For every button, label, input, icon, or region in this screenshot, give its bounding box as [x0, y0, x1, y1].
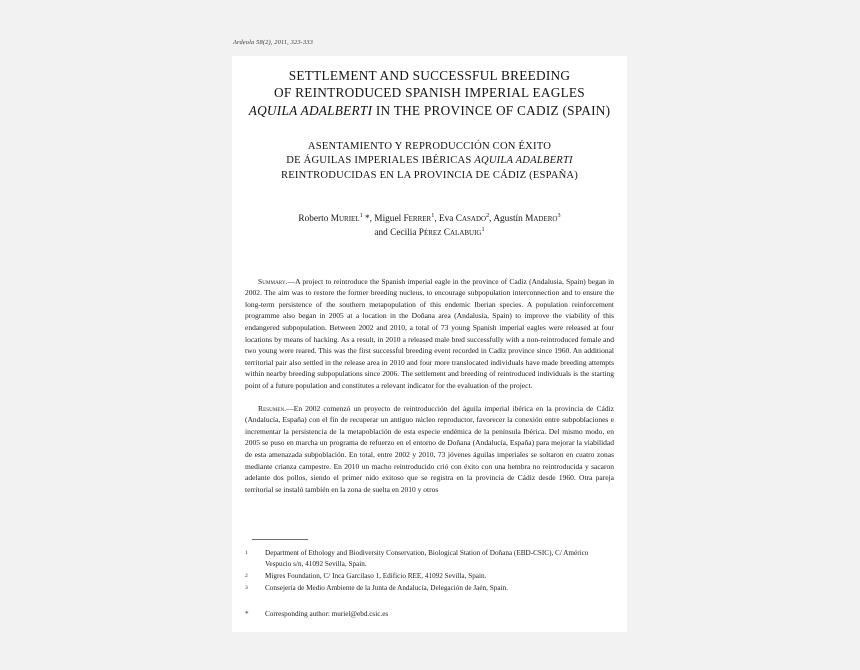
corresponding-author-marker: *: [245, 609, 249, 618]
summary-text: A project to reintroduce the Spanish imperial eagle in the province of Cadiz (Andalusia, Spain) began in 2002. The aim was to restore the former breeding nucleus, to encourage subpopulation interconnection and to ensure the long-term persistence of the southern metapopulation of this endemic Iberian species. A population reinforcement programme also began in 2005 at a location in the Doñana area (Andalusia, Spain) to improve the viability of this endangered subpopulation. Between 2002 and 2010, a total of 73 young Spanish imperial eagles were released at four locations by means of hacking. As a result, in 2010 a released male bred successfully with a non-reintroduced female and two young were reared. This was the first successful breeding event recorded in Cadiz province since 1960. An additional territorial pair also settled in the release area in 2010 and four more translocated individuals have made breeding attempts within nearby breeding subpopulations since 2006. The settlement and breeding of reintroduced individuals is the starting point of a future population and constitutes a relevant indicator for the evaluation of the project.: [245, 276, 614, 390]
author-line-2: [232, 226, 627, 240]
author-separator-3: ,: [489, 213, 494, 224]
footnote-text: Department of Ethology and Biodiversity Conservation, Biological Station of Doñana (EBD-CSIC), C/ Américo Vespucio s/n, 41092 Sevilla, Spain.: [265, 549, 589, 569]
author-1-corresponding-marker: *,: [362, 213, 375, 224]
footnote-marker: 3: [245, 584, 248, 591]
author-1-last: Muriel: [330, 213, 360, 224]
footnote-marker: 2: [245, 572, 248, 579]
summary-dash: —: [287, 276, 296, 286]
corresponding-author-note: [245, 609, 614, 620]
footnote-item: [245, 571, 614, 582]
author-list: [232, 212, 627, 240]
footnote-marker: 1: [245, 550, 248, 556]
author-4-first: Agustín: [493, 213, 526, 224]
author-separator-2: ,: [434, 213, 439, 224]
author-4-affiliation-marker: 3: [557, 211, 561, 219]
spanish-title: [232, 140, 627, 183]
english-title: [232, 67, 627, 119]
summary-heading: Summary.: [258, 276, 288, 286]
species-name-en: AQUILA ADALBERTI: [248, 102, 373, 118]
author-3-first: Eva: [438, 213, 456, 224]
title-line-3-rest: IN THE PROVINCE OF CADIZ (SPAIN): [375, 102, 611, 118]
resumen-dash: —: [286, 403, 294, 413]
author-2-affiliation-marker: 1: [431, 211, 435, 219]
author-3-last: Casado: [455, 213, 487, 224]
footnote-text: Consejería de Medio Ambiente de la Junta de Andalucía, Delegación de Jaén, Spain.: [265, 583, 508, 592]
footnote-item: [245, 548, 614, 570]
title-line-2: OF REINTRODUCED SPANISH IMPERIAL EAGLES: [274, 85, 585, 101]
footnote-item: [245, 583, 614, 594]
footnotes-section: [245, 539, 614, 621]
resumen-paragraph: [245, 403, 614, 495]
footnote-separator-rule: [252, 539, 308, 540]
title-line-3: [232, 102, 627, 119]
journal-citation: Ardeola 58(2), 2011, 323-333: [233, 39, 313, 46]
title-line-1: SETTLEMENT AND SUCCESSFUL BREEDING: [288, 68, 571, 83]
paper-page: [232, 56, 627, 632]
author-5-affiliation-marker: 1: [481, 225, 485, 233]
subtitle-line-2: [232, 154, 627, 168]
author-1-affiliation-marker: 1: [359, 211, 363, 219]
abstract-section: [232, 276, 627, 495]
subtitle-line-1: ASENTAMIENTO Y REPRODUCCIÓN CON ÉXITO: [307, 141, 552, 153]
resumen-heading: Resumen.: [258, 403, 287, 413]
author-3-affiliation-marker: 2: [486, 211, 490, 219]
author-2-first: Miguel: [374, 213, 404, 224]
author-1-first: Roberto: [298, 213, 331, 224]
author-line-1: [232, 212, 627, 226]
author-conjunction: and: [374, 227, 391, 238]
species-name-es: AQUILA ADALBERTI: [474, 155, 573, 167]
author-4-last: Madero: [525, 213, 558, 224]
subtitle-line-2-prefix: DE ÁGUILAS IMPERIALES IBÉRICAS: [286, 155, 472, 167]
corresponding-author-text: Corresponding author: muriel@ebd.csic.es: [265, 609, 389, 618]
summary-paragraph: [245, 276, 614, 391]
subtitle-line-3: REINTRODUCIDAS EN LA PROVINCIA DE CÁDIZ (ESPAÑA): [280, 169, 578, 181]
footnote-text: Migres Foundation, C/ Inca Garcilaso 1, Edificio REE, 41092 Sevilla, Spain.: [265, 571, 487, 580]
author-5-first: Cecilia: [390, 227, 419, 238]
page-content: [232, 56, 627, 618]
author-5-last: Pérez Calabuig: [418, 227, 482, 238]
resumen-text: En 2002 comenzó un proyecto de reintroducción del águila imperial ibérica en la provincia de Cádiz (Andalucía, España) con el fin de recuperar un antiguo núcleo reproductor, favorecer la conexión entre subpoblaciones e incrementar la persistencia de la metapoblación de esta especie endémica de la península Ibérica. Del mismo modo, en 2005 se puso en marcha un programa de refuerzo en el entorno de Doñana (Andalucía, España) para mejorar la viabilidad de esta amenazada subpoblación. En total, entre 2002 y 2010, 73 jóvenes águilas imperiales se soltaron en cuatro zonas mediante crianza campestre. En 2010 un macho reintroducido crió con éxito con una hembra no reintroducida y sacaron adelante dos pollos, siendo el primer nido exitoso que se registra en la provincia de Cádiz desde 1960. Otra pareja territorial se instaló también en la zona de suelta en 2010 y otros: [245, 403, 614, 494]
author-2-last: Ferrer: [403, 213, 432, 224]
